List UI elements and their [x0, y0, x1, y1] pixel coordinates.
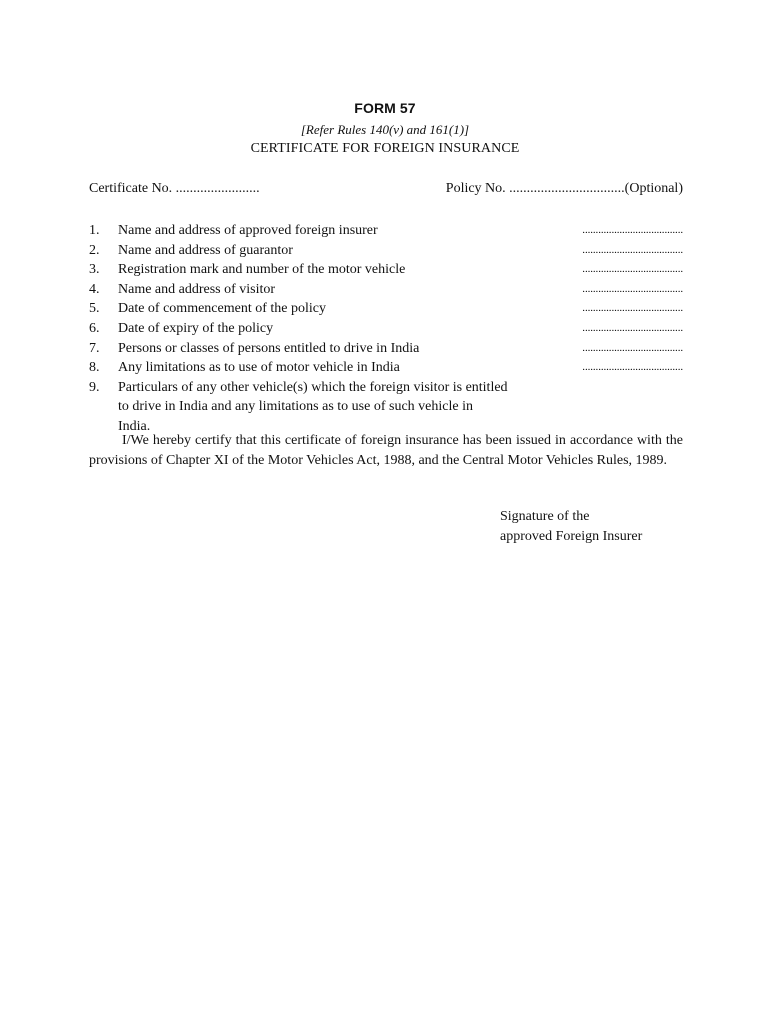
item-blank-field: ......................................	[582, 243, 683, 256]
item-label: Registration mark and number of the motor vehicle	[118, 262, 406, 278]
item-number: 4.	[89, 281, 100, 297]
signature-block	[500, 507, 700, 547]
list-item	[89, 319, 683, 339]
list-item	[89, 241, 683, 261]
certification-statement: I/We hereby certify that this certificate of foreign insurance has been issued in accordance with the provisions of Chapter XI of the Motor Vehicles Act, 1988, and the Central Motor Vehicles Rules, 1989.	[89, 433, 683, 468]
item-number: 2.	[89, 242, 100, 258]
item-number: 3.	[89, 262, 100, 278]
item-label: Name and address of approved foreign insurer	[118, 223, 378, 238]
item-label: Any limitations as to use of motor vehicle in India	[118, 360, 400, 376]
item-blank-field: ......................................	[582, 341, 683, 354]
item-label: Persons or classes of persons entitled to drive in India	[118, 340, 420, 356]
item-number: 9.	[89, 379, 100, 395]
item-list	[89, 221, 683, 437]
item-label: Name and address of visitor	[118, 281, 276, 297]
form-title: FORM 57	[354, 100, 416, 116]
item-blank-field: ......................................	[582, 302, 683, 315]
item-number: 8.	[89, 360, 100, 376]
signature-label-line2: approved Foreign Insurer	[500, 529, 643, 544]
item-number: 6.	[89, 320, 100, 336]
item-label: Particulars of any other vehicle(s) which the foreign visitor is entitled to drive in India and any limitations as to use of such vehicle in India.	[118, 379, 508, 434]
item-blank-field: ......................................	[582, 224, 683, 236]
list-item	[89, 221, 683, 241]
form-reference: [Refer Rules 140(v) and 161(1)]	[300, 122, 470, 137]
list-item	[89, 260, 683, 280]
item-blank-field: ......................................	[582, 263, 683, 276]
list-item	[89, 358, 683, 378]
item-number: 1.	[89, 223, 100, 238]
form-heading: CERTIFICATE FOR FOREIGN INSURANCE	[250, 141, 520, 156]
certificate-number-field: Certificate No. ........................	[89, 181, 260, 196]
certificate-policy-row	[89, 181, 683, 201]
item-blank-field: ......................................	[582, 321, 683, 334]
signature-label-line1: Signature of the	[500, 509, 590, 524]
list-item	[89, 339, 683, 359]
item-label: Date of expiry of the policy	[118, 320, 274, 336]
item-label: Name and address of guarantor	[118, 242, 293, 258]
policy-number-field: Policy No. .................................(Optional)	[445, 181, 683, 196]
list-item	[89, 378, 683, 437]
list-item	[89, 299, 683, 319]
list-item	[89, 280, 683, 300]
item-number: 7.	[89, 340, 100, 356]
item-blank-field: ......................................	[582, 282, 683, 295]
item-label: Date of commencement of the policy	[118, 301, 326, 317]
item-blank-field: ......................................	[582, 361, 683, 374]
item-number: 5.	[89, 301, 100, 317]
